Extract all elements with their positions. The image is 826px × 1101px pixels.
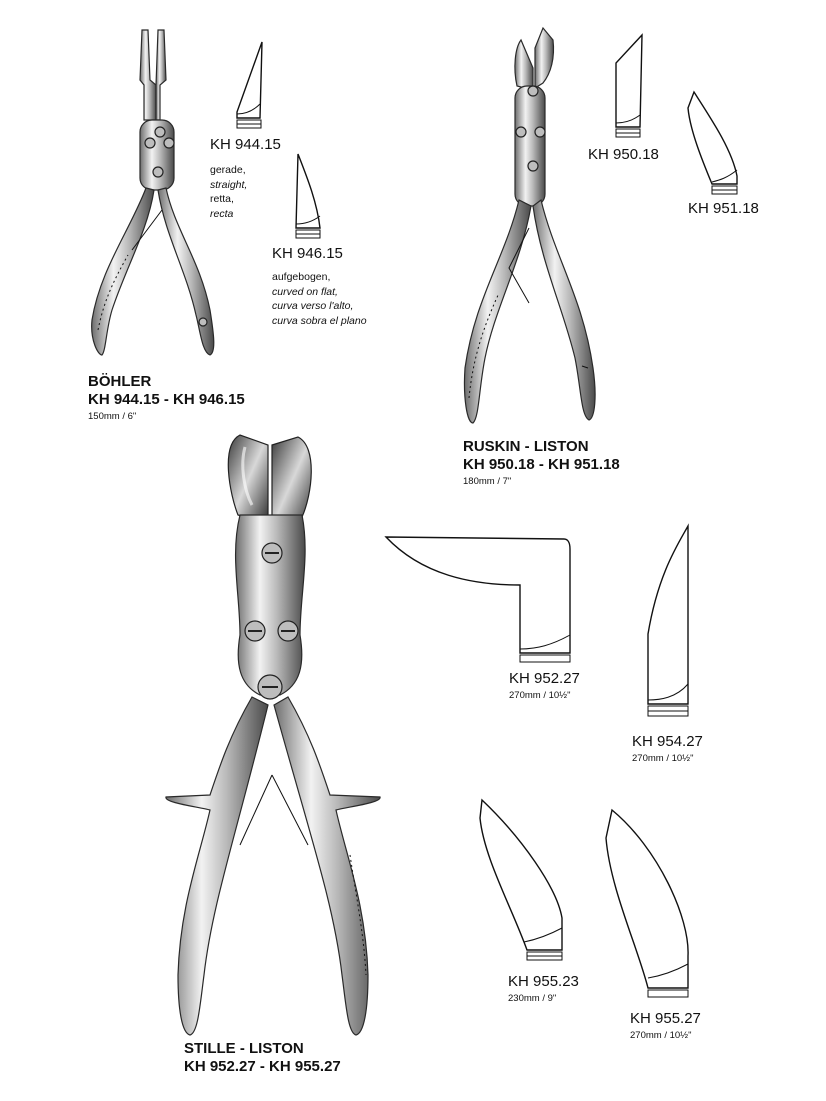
stille-caption	[184, 1040, 341, 1076]
ruskin-title: RUSKIN - LISTON	[463, 438, 589, 455]
tip-size-954: 270mm / 10½"	[632, 753, 694, 764]
ruskin-liston-rongeur-illustration	[455, 28, 615, 428]
tip-profile-straight-ruskin	[612, 35, 648, 139]
ruskin-size: 180mm / 7"	[463, 476, 512, 487]
bohler-forceps-illustration	[70, 30, 230, 360]
tip-profile-curved-955-23	[472, 798, 572, 968]
tip-profile-straight-large	[640, 524, 695, 724]
tip-description-straight	[210, 163, 247, 221]
tip-profile-straight	[232, 42, 267, 132]
desc-it: retta,	[210, 193, 234, 205]
tip-code-955-27: KH 955.27	[630, 1010, 701, 1027]
tip-code-946: KH 946.15	[272, 245, 343, 262]
tip-profile-angled-ruskin	[682, 90, 742, 196]
tip-code-952: KH 952.27	[509, 670, 580, 687]
tip-code-951: KH 951.18	[688, 200, 759, 217]
stille-title: STILLE - LISTON	[184, 1040, 304, 1057]
desc-en: straight,	[210, 178, 248, 191]
tip-code-954: KH 954.27	[632, 733, 703, 750]
tip-profile-angled-l	[382, 535, 572, 665]
stille-codes: KH 952.27 - KH 955.27	[184, 1058, 341, 1075]
tip-size-952: 270mm / 10½"	[509, 690, 571, 701]
desc-en: curved on flat,	[272, 285, 338, 298]
desc-de: gerade,	[210, 164, 246, 176]
tip-description-curved	[272, 270, 367, 328]
stille-liston-bone-cutter-illustration	[160, 435, 390, 1040]
desc-es: recta	[210, 207, 234, 220]
desc-de: aufgebogen,	[272, 271, 331, 283]
bohler-size: 150mm / 6"	[88, 411, 137, 422]
tip-code-944: KH 944.15	[210, 136, 281, 153]
bohler-title: BÖHLER	[88, 373, 152, 390]
tip-size-955-27: 270mm / 10½"	[630, 1030, 692, 1041]
tip-profile-curved-on-flat	[292, 152, 327, 240]
desc-it: curva verso l'alto,	[272, 300, 354, 312]
tip-size-955-23: 230mm / 9"	[508, 993, 557, 1004]
tip-profile-curved-955-27	[598, 808, 698, 998]
ruskin-codes: KH 950.18 - KH 951.18	[463, 456, 620, 473]
tip-code-950: KH 950.18	[588, 146, 659, 163]
ruskin-caption	[463, 438, 620, 487]
tip-code-955-23: KH 955.23	[508, 973, 579, 990]
bohler-caption	[88, 373, 245, 422]
bohler-codes: KH 944.15 - KH 946.15	[88, 391, 245, 408]
desc-es: curva sobra el plano	[272, 314, 367, 327]
